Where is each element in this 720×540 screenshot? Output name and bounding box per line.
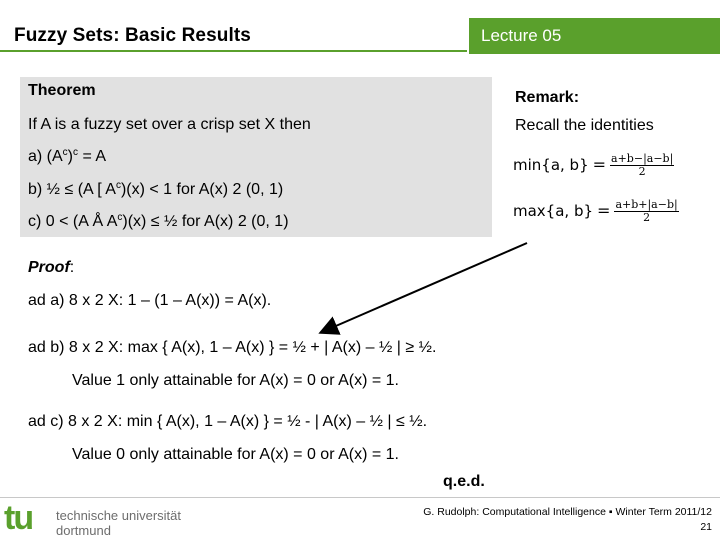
university-logo	[4, 499, 224, 539]
tu-logo-mark: tu	[4, 499, 33, 537]
header-title-bar	[0, 22, 467, 52]
theorem-title: Theorem	[28, 82, 96, 99]
theorem-item-a: a) $(A^c)^c = A$	[28, 147, 107, 165]
theorem-item-c: c) 0 < (A Å $A^c)(x)$ ≤ ½ for A(x) 2 (0, 1)	[28, 212, 289, 230]
min-identity-formula: min{a, b} = $\frac{a+b-|a-b|}{2}$	[513, 152, 674, 178]
theorem-item-b: b) ½ ≤ (A [ $A^c)(x) < 1$ for A(x) 2 (0, 1)	[28, 180, 284, 198]
footer-credit: G. Rudolph: Computational Intelligence ▪ Winter Term 2011/12	[423, 506, 712, 518]
proof-line-a: ad a) 8 x 2 X: 1 – (1 – A(x)) = A(x).	[28, 292, 272, 309]
slide-title: Fuzzy Sets: Basic Results	[14, 25, 251, 46]
proof-note-c: Value 0 only attainable for A(x) = 0 or A(x) = 1.	[72, 446, 399, 463]
proof-title: Proof:	[28, 259, 75, 276]
qed-label: q.e.d.	[443, 473, 485, 490]
lecture-badge	[469, 18, 720, 54]
max-identity-formula: max{a, b} = $\frac{a+b+|a-b|}{2}$	[513, 198, 678, 224]
lecture-label: Lecture 05	[481, 26, 562, 45]
logo-line-2: dortmund	[56, 523, 111, 538]
theorem-box	[20, 77, 492, 237]
proof-note-b: Value 1 only attainable for A(x) = 0 or A(x) = 1.	[72, 372, 399, 389]
proof-line-b: ad b) 8 x 2 X: max { A(x), 1 – A(x) } = ½ + | A(x) – ½ | ≥ ½.	[28, 339, 437, 356]
remark-title: Remark:	[515, 89, 580, 106]
footer-divider	[0, 497, 720, 498]
page-number: 21	[700, 521, 712, 533]
proof-line-c: ad c) 8 x 2 X: min { A(x), 1 – A(x) } = ½ - | A(x) – ½ | ≤ ½.	[28, 413, 428, 430]
logo-line-1: technische universität	[56, 508, 182, 523]
theorem-statement: If A is a fuzzy set over a crisp set X then	[28, 116, 311, 133]
remark-text: Recall the identities	[515, 117, 654, 134]
